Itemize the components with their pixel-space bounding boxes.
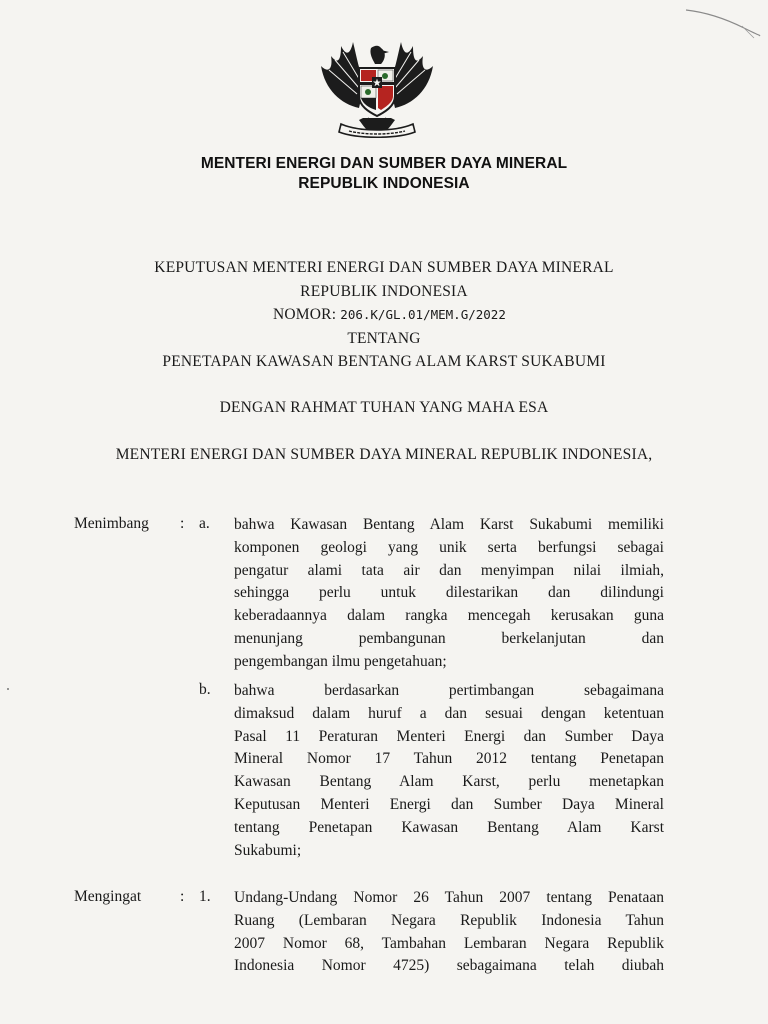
scan-stroke-mark — [684, 4, 764, 40]
menimbang-item-a-text — [234, 514, 664, 674]
text-line: pengembangan ilmu pengetahuan; — [234, 652, 447, 670]
text-line: Keputusan Menteri Energi dan Sumber Daya Mineral — [234, 795, 664, 813]
text-line: Pasal 11 Peraturan Menteri Energi dan Sumber Daya — [234, 727, 664, 745]
letterhead-country: REPUBLIK INDONESIA — [298, 175, 470, 192]
mengingat-colon: : — [180, 888, 185, 905]
text-line: tentang Penetapan Kawasan Bentang Alam Karst — [234, 818, 664, 836]
menimbang-item-a-marker: a. — [199, 515, 210, 532]
decree-blessing: DENGAN RAHMAT TUHAN YANG MAHA ESA — [219, 399, 549, 416]
decree-number-label: NOMOR: — [273, 306, 337, 323]
mengingat-label: Mengingat — [74, 888, 142, 905]
text-line: Mineral Nomor 17 Tahun 2012 tentang Penetapan — [234, 750, 664, 768]
text-line: bahwa Kawasan Bentang Alam Karst Sukabumi memiliki — [234, 516, 664, 533]
mengingat-item-1-text — [234, 887, 664, 978]
decree-subject: PENETAPAN KAWASAN BENTANG ALAM KARST SUKABUMI — [162, 353, 606, 370]
text-line: Kawasan Bentang Alam Karst, perlu menetapkan — [234, 773, 664, 791]
text-line: Undang-Undang Nomor 26 Tahun 2007 tentang Penataan — [234, 889, 664, 906]
text-line: dimaksud dalam huruf a dan sesuai dengan ketentuan — [234, 704, 664, 722]
text-line: pengatur alami tata air dan menyimpan nilai ilmiah, — [234, 561, 664, 579]
text-line: Indonesia Nomor 4725) sebagaimana telah diubah — [234, 957, 664, 975]
decree-title-line1: KEPUTUSAN MENTERI ENERGI DAN SUMBER DAYA MINERAL — [154, 259, 614, 276]
letterhead-ministry: MENTERI ENERGI DAN SUMBER DAYA MINERAL — [200, 155, 568, 172]
text-line: 2007 Nomor 68, Tambahan Lembaran Negara Republik — [234, 934, 664, 952]
decree-number — [273, 306, 506, 324]
mengingat-item-1-marker: 1. — [199, 888, 211, 905]
text-line: Ruang (Lembaran Negara Republik Indonesia Tahun — [234, 911, 664, 929]
text-line: keberadaannya dalam rangka mencegah kerusakan guna — [234, 607, 664, 625]
scan-speck — [7, 688, 9, 690]
decree-issuer: MENTERI ENERGI DAN SUMBER DAYA MINERAL REPUBLIK INDONESIA, — [115, 446, 653, 463]
menimbang-item-b-marker: b. — [199, 681, 211, 698]
text-line: komponen geologi yang unik serta berfungsi sebagai — [234, 538, 664, 556]
menimbang-label: Menimbang — [74, 515, 149, 532]
menimbang-colon: : — [180, 515, 185, 532]
menimbang-item-b-text — [234, 680, 664, 862]
text-line: Sukabumi; — [234, 841, 302, 859]
text-line: sehingga perlu untuk dilestarikan dan dilindungi — [234, 584, 664, 602]
decree-title-line2: REPUBLIK INDONESIA — [300, 283, 468, 300]
text-line: bahwa berdasarkan pertimbangan sebagaimana — [234, 682, 664, 699]
garuda-emblem — [319, 38, 435, 142]
decree-number-value: 206.K/GL.01/MEM.G/2022 — [340, 307, 506, 322]
decree-about: TENTANG — [347, 330, 421, 347]
text-line: menunjang pembangunan berkelanjutan dan — [234, 629, 664, 647]
